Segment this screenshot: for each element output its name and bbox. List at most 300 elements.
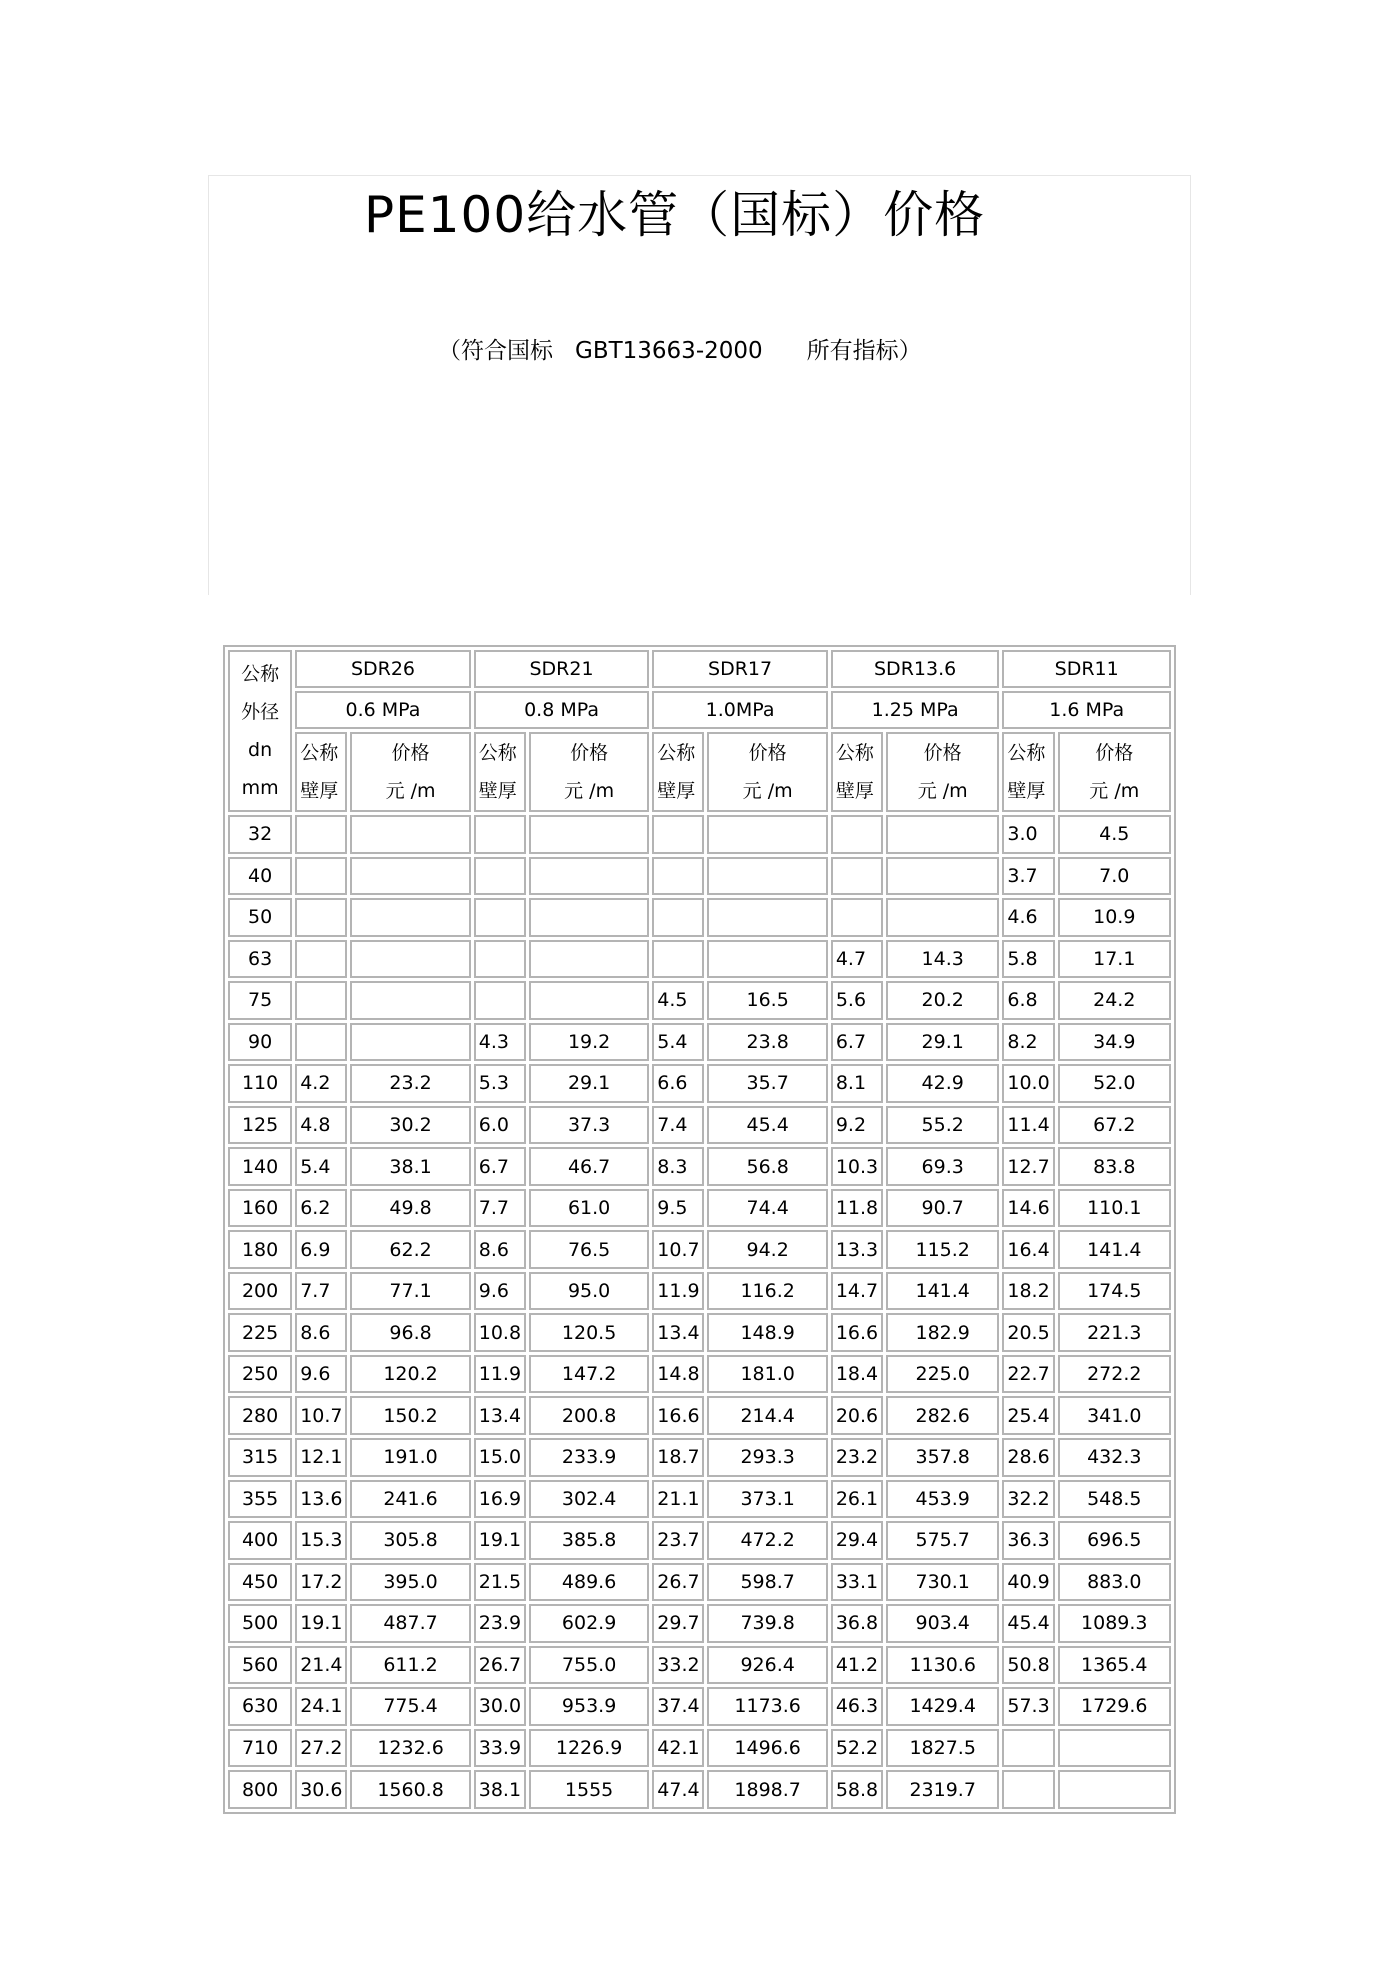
wall-thickness-cell: 19.1 (474, 1521, 526, 1560)
price-cell: 16.5 (707, 981, 827, 1020)
dn-cell: 250 (228, 1355, 292, 1394)
dn-cell: 200 (228, 1272, 292, 1311)
wall-header-line-2: 壁厚 (657, 780, 696, 802)
price-header-line-2: 元 /m (742, 780, 793, 802)
wall-thickness-cell: 5.8 (1002, 940, 1054, 979)
wall-thickness-cell (474, 857, 526, 896)
price-cell: 730.1 (886, 1563, 999, 1602)
wall-thickness-cell (652, 898, 704, 937)
price-cell: 926.4 (707, 1646, 827, 1685)
price-cell: 23.2 (350, 1064, 470, 1103)
wall-thickness-cell: 15.0 (474, 1438, 526, 1477)
price-cell: 775.4 (350, 1687, 470, 1726)
wall-thickness-cell: 16.6 (652, 1396, 704, 1435)
pressure-header: 1.25 MPa (831, 691, 1000, 729)
price-cell: 56.8 (707, 1147, 827, 1186)
price-header-line-2: 元 /m (1089, 780, 1140, 802)
price-cell: 90.7 (886, 1189, 999, 1228)
price-cell: 29.1 (886, 1023, 999, 1062)
price-cell: 148.9 (707, 1313, 827, 1352)
price-cell (886, 898, 999, 937)
wall-header-line-2: 壁厚 (478, 780, 517, 802)
sdr-header: SDR26 (295, 650, 471, 688)
table-row (228, 1230, 1171, 1269)
sdr-header: SDR21 (474, 650, 650, 688)
wall-thickness-cell (831, 815, 883, 854)
wall-thickness-cell: 10.3 (831, 1147, 883, 1186)
wall-thickness-cell: 10.7 (652, 1230, 704, 1269)
wall-thickness-cell: 13.4 (474, 1396, 526, 1435)
wall-thickness-cell: 40.9 (1002, 1563, 1054, 1602)
pressure-header: 0.6 MPa (295, 691, 471, 729)
price-cell: 357.8 (886, 1438, 999, 1477)
pressure-header: 1.6 MPa (1002, 691, 1171, 729)
price-header (1058, 732, 1171, 812)
sdr-header: SDR11 (1002, 650, 1171, 688)
price-cell: 1729.6 (1058, 1687, 1171, 1726)
table-row (228, 1313, 1171, 1352)
wall-thickness-cell: 8.6 (474, 1230, 526, 1269)
wall-header-line-2: 壁厚 (835, 780, 874, 802)
wall-thickness-cell: 18.4 (831, 1355, 883, 1394)
dn-cell: 630 (228, 1687, 292, 1726)
wall-thickness-cell: 6.2 (295, 1189, 347, 1228)
price-header-line-1: 价格 (923, 742, 962, 764)
price-cell: 739.8 (707, 1604, 827, 1643)
wall-thickness-cell: 16.9 (474, 1480, 526, 1519)
dn-cell: 400 (228, 1521, 292, 1560)
price-cell: 174.5 (1058, 1272, 1171, 1311)
wall-thickness-cell: 25.4 (1002, 1396, 1054, 1435)
price-cell: 385.8 (529, 1521, 649, 1560)
price-cell (350, 1023, 470, 1062)
dn-cell: 450 (228, 1563, 292, 1602)
price-cell: 69.3 (886, 1147, 999, 1186)
pressure-header: 0.8 MPa (474, 691, 650, 729)
dn-header-line: 外径 (241, 701, 280, 723)
wall-thickness-cell (295, 1023, 347, 1062)
price-cell: 181.0 (707, 1355, 827, 1394)
price-cell: 233.9 (529, 1438, 649, 1477)
dn-header-line: 公称 (241, 663, 280, 685)
price-cell: 191.0 (350, 1438, 470, 1477)
wall-thickness-cell: 18.7 (652, 1438, 704, 1477)
price-cell: 23.8 (707, 1023, 827, 1062)
wall-thickness-cell: 11.8 (831, 1189, 883, 1228)
wall-thickness-cell: 24.1 (295, 1687, 347, 1726)
wall-thickness-cell: 36.3 (1002, 1521, 1054, 1560)
price-cell: 96.8 (350, 1313, 470, 1352)
dn-cell: 125 (228, 1106, 292, 1145)
dn-cell: 75 (228, 981, 292, 1020)
price-cell (529, 857, 649, 896)
wall-thickness-cell: 13.3 (831, 1230, 883, 1269)
price-cell: 150.2 (350, 1396, 470, 1435)
price-cell (886, 815, 999, 854)
wall-thickness-cell: 23.9 (474, 1604, 526, 1643)
price-cell: 282.6 (886, 1396, 999, 1435)
wall-thickness-cell: 4.3 (474, 1023, 526, 1062)
price-cell: 395.0 (350, 1563, 470, 1602)
subtitle-part-3: 所有指标） (806, 338, 922, 364)
price-cell: 55.2 (886, 1106, 999, 1145)
wall-thickness-cell: 58.8 (831, 1770, 883, 1809)
price-cell: 293.3 (707, 1438, 827, 1477)
price-header-line-1: 价格 (1095, 742, 1134, 764)
price-cell: 1898.7 (707, 1770, 827, 1809)
wall-header-line-2: 壁厚 (1007, 780, 1046, 802)
price-cell: 903.4 (886, 1604, 999, 1643)
table-row (228, 1729, 1171, 1768)
dn-cell: 32 (228, 815, 292, 854)
wall-thickness-cell: 33.2 (652, 1646, 704, 1685)
wall-thickness-cell: 26.1 (831, 1480, 883, 1519)
price-cell: 755.0 (529, 1646, 649, 1685)
price-cell: 953.9 (529, 1687, 649, 1726)
wall-thickness-cell: 20.5 (1002, 1313, 1054, 1352)
table-row (228, 1687, 1171, 1726)
price-cell: 14.3 (886, 940, 999, 979)
header-row-columns (228, 732, 1171, 812)
wall-thickness-cell: 14.6 (1002, 1189, 1054, 1228)
price-cell: 200.8 (529, 1396, 649, 1435)
table-row (228, 1147, 1171, 1186)
wall-thickness-cell: 8.3 (652, 1147, 704, 1186)
dn-cell: 280 (228, 1396, 292, 1435)
wall-thickness-cell: 20.6 (831, 1396, 883, 1435)
subtitle-standard: GBT13663-2000 (575, 338, 763, 364)
price-cell: 74.4 (707, 1189, 827, 1228)
table-row (228, 1770, 1171, 1809)
wall-thickness-cell (652, 815, 704, 854)
wall-thickness-cell (474, 940, 526, 979)
price-cell: 305.8 (350, 1521, 470, 1560)
wall-header-line-1: 公称 (478, 742, 517, 764)
price-cell: 1429.4 (886, 1687, 999, 1726)
wall-thickness-cell: 15.3 (295, 1521, 347, 1560)
dn-cell: 40 (228, 857, 292, 896)
wall-thickness-cell (295, 857, 347, 896)
price-cell: 182.9 (886, 1313, 999, 1352)
price-cell: 94.2 (707, 1230, 827, 1269)
table-row (228, 1604, 1171, 1643)
dn-cell: 90 (228, 1023, 292, 1062)
wall-header-line-1: 公称 (300, 742, 339, 764)
wall-thickness-cell: 8.6 (295, 1313, 347, 1352)
price-cell: 2319.7 (886, 1770, 999, 1809)
price-cell: 67.2 (1058, 1106, 1171, 1145)
wall-thickness-cell: 21.1 (652, 1480, 704, 1519)
price-cell: 1089.3 (1058, 1604, 1171, 1643)
wall-thickness-cell: 4.8 (295, 1106, 347, 1145)
price-cell: 1560.8 (350, 1770, 470, 1809)
wall-thickness-cell: 5.4 (652, 1023, 704, 1062)
price-cell: 62.2 (350, 1230, 470, 1269)
table-row (228, 981, 1171, 1020)
price-cell (886, 857, 999, 896)
price-cell (529, 940, 649, 979)
wall-thickness-cell: 12.1 (295, 1438, 347, 1477)
table-row (228, 1563, 1171, 1602)
price-cell: 17.1 (1058, 940, 1171, 979)
price-cell: 35.7 (707, 1064, 827, 1103)
wall-thickness-cell: 13.4 (652, 1313, 704, 1352)
table-row (228, 1064, 1171, 1103)
wall-header-line-1: 公称 (1007, 742, 1046, 764)
dn-cell: 315 (228, 1438, 292, 1477)
wall-thickness-cell: 37.4 (652, 1687, 704, 1726)
wall-thickness-cell: 18.2 (1002, 1272, 1054, 1311)
price-cell: 548.5 (1058, 1480, 1171, 1519)
wall-header-line-2: 壁厚 (300, 780, 339, 802)
wall-thickness-cell (474, 981, 526, 1020)
wall-thickness-cell: 47.4 (652, 1770, 704, 1809)
wall-thickness-header (1002, 732, 1054, 812)
wall-thickness-cell: 9.2 (831, 1106, 883, 1145)
price-cell: 95.0 (529, 1272, 649, 1311)
price-header-line-2: 元 /m (564, 780, 615, 802)
price-cell: 42.9 (886, 1064, 999, 1103)
wall-thickness-cell: 4.5 (652, 981, 704, 1020)
wall-thickness-cell: 10.7 (295, 1396, 347, 1435)
sdr-header: SDR13.6 (831, 650, 1000, 688)
dn-cell: 140 (228, 1147, 292, 1186)
price-cell: 120.2 (350, 1355, 470, 1394)
price-cell: 432.3 (1058, 1438, 1171, 1477)
table-row (228, 940, 1171, 979)
wall-thickness-cell: 13.6 (295, 1480, 347, 1519)
wall-thickness-cell: 52.2 (831, 1729, 883, 1768)
wall-thickness-cell: 3.0 (1002, 815, 1054, 854)
price-cell: 76.5 (529, 1230, 649, 1269)
dn-cell: 355 (228, 1480, 292, 1519)
price-cell: 52.0 (1058, 1064, 1171, 1103)
price-cell: 120.5 (529, 1313, 649, 1352)
price-cell: 487.7 (350, 1604, 470, 1643)
price-cell (350, 981, 470, 1020)
wall-thickness-cell: 28.6 (1002, 1438, 1054, 1477)
price-cell (529, 815, 649, 854)
wall-thickness-cell: 22.7 (1002, 1355, 1054, 1394)
price-cell (350, 815, 470, 854)
wall-thickness-cell: 33.1 (831, 1563, 883, 1602)
table-row (228, 1521, 1171, 1560)
wall-thickness-cell: 9.6 (474, 1272, 526, 1311)
wall-thickness-cell: 5.6 (831, 981, 883, 1020)
price-cell: 45.4 (707, 1106, 827, 1145)
wall-thickness-cell: 14.8 (652, 1355, 704, 1394)
price-header-line-2: 元 /m (385, 780, 436, 802)
dn-cell: 225 (228, 1313, 292, 1352)
price-cell: 38.1 (350, 1147, 470, 1186)
header-row-pressure (228, 691, 1171, 729)
price-cell: 29.1 (529, 1064, 649, 1103)
wall-thickness-cell: 23.2 (831, 1438, 883, 1477)
table-row (228, 1480, 1171, 1519)
price-cell: 1226.9 (529, 1729, 649, 1768)
price-cell (350, 898, 470, 937)
wall-thickness-cell: 45.4 (1002, 1604, 1054, 1643)
price-cell: 49.8 (350, 1189, 470, 1228)
wall-thickness-cell: 7.7 (474, 1189, 526, 1228)
dn-header-cell (228, 650, 292, 812)
dn-cell: 110 (228, 1064, 292, 1103)
dn-cell: 500 (228, 1604, 292, 1643)
wall-thickness-cell: 33.9 (474, 1729, 526, 1768)
wall-thickness-cell: 11.9 (652, 1272, 704, 1311)
price-cell: 883.0 (1058, 1563, 1171, 1602)
price-cell: 61.0 (529, 1189, 649, 1228)
wall-thickness-cell: 41.2 (831, 1646, 883, 1685)
wall-thickness-cell (831, 857, 883, 896)
price-cell: 1496.6 (707, 1729, 827, 1768)
dn-header-line: mm (241, 777, 279, 799)
header-row-sdr (228, 650, 1171, 688)
wall-thickness-cell: 5.4 (295, 1147, 347, 1186)
pressure-header: 1.0MPa (652, 691, 828, 729)
price-cell: 24.2 (1058, 981, 1171, 1020)
wall-thickness-cell (474, 815, 526, 854)
page-subtitle (438, 334, 922, 368)
wall-thickness-cell: 16.6 (831, 1313, 883, 1352)
wall-thickness-cell (295, 898, 347, 937)
wall-thickness-cell: 17.2 (295, 1563, 347, 1602)
price-cell: 221.3 (1058, 1313, 1171, 1352)
price-cell: 110.1 (1058, 1189, 1171, 1228)
wall-thickness-cell: 9.6 (295, 1355, 347, 1394)
price-cell: 453.9 (886, 1480, 999, 1519)
price-table-wrap (223, 645, 1176, 1814)
price-cell: 611.2 (350, 1646, 470, 1685)
dn-cell: 710 (228, 1729, 292, 1768)
wall-thickness-cell: 27.2 (295, 1729, 347, 1768)
price-header (707, 732, 827, 812)
price-cell: 602.9 (529, 1604, 649, 1643)
wall-thickness-cell: 32.2 (1002, 1480, 1054, 1519)
table-row (228, 1646, 1171, 1685)
wall-thickness-cell: 36.8 (831, 1604, 883, 1643)
wall-thickness-cell: 30.0 (474, 1687, 526, 1726)
wall-thickness-cell: 30.6 (295, 1770, 347, 1809)
wall-thickness-cell: 6.7 (831, 1023, 883, 1062)
price-cell: 272.2 (1058, 1355, 1171, 1394)
price-cell: 20.2 (886, 981, 999, 1020)
wall-thickness-cell: 11.9 (474, 1355, 526, 1394)
price-header-line-1: 价格 (748, 742, 787, 764)
price-cell: 141.4 (1058, 1230, 1171, 1269)
price-cell: 1173.6 (707, 1687, 827, 1726)
price-cell: 696.5 (1058, 1521, 1171, 1560)
wall-thickness-cell: 6.9 (295, 1230, 347, 1269)
wall-thickness-cell: 10.0 (1002, 1064, 1054, 1103)
wall-thickness-cell (1002, 1770, 1054, 1809)
price-cell: 10.9 (1058, 898, 1171, 937)
wall-thickness-cell (1002, 1729, 1054, 1768)
price-cell: 30.2 (350, 1106, 470, 1145)
price-cell: 241.6 (350, 1480, 470, 1519)
price-cell: 1827.5 (886, 1729, 999, 1768)
wall-thickness-header (295, 732, 347, 812)
wall-thickness-cell: 10.8 (474, 1313, 526, 1352)
wall-thickness-cell (295, 815, 347, 854)
price-header (529, 732, 649, 812)
wall-thickness-cell: 26.7 (474, 1646, 526, 1685)
price-cell: 1365.4 (1058, 1646, 1171, 1685)
table-row (228, 857, 1171, 896)
wall-thickness-cell: 8.2 (1002, 1023, 1054, 1062)
wall-thickness-cell: 7.7 (295, 1272, 347, 1311)
wall-thickness-cell: 9.5 (652, 1189, 704, 1228)
table-row (228, 1396, 1171, 1435)
price-cell: 598.7 (707, 1563, 827, 1602)
price-cell: 575.7 (886, 1521, 999, 1560)
price-cell: 77.1 (350, 1272, 470, 1311)
wall-thickness-cell: 6.6 (652, 1064, 704, 1103)
price-cell (529, 981, 649, 1020)
price-cell: 225.0 (886, 1355, 999, 1394)
table-row (228, 1355, 1171, 1394)
price-cell: 37.3 (529, 1106, 649, 1145)
price-cell (350, 940, 470, 979)
price-header-line-1: 价格 (391, 742, 430, 764)
price-cell (707, 857, 827, 896)
wall-thickness-cell: 5.3 (474, 1064, 526, 1103)
price-header-line-2: 元 /m (917, 780, 968, 802)
table-row (228, 1023, 1171, 1062)
wall-thickness-cell: 42.1 (652, 1729, 704, 1768)
price-header (350, 732, 470, 812)
wall-thickness-cell: 4.2 (295, 1064, 347, 1103)
price-cell (1058, 1770, 1171, 1809)
dn-cell: 180 (228, 1230, 292, 1269)
price-table (223, 645, 1176, 1814)
wall-header-line-1: 公称 (657, 742, 696, 764)
wall-thickness-cell: 57.3 (1002, 1687, 1054, 1726)
price-cell: 1130.6 (886, 1646, 999, 1685)
price-cell (707, 815, 827, 854)
price-cell: 302.4 (529, 1480, 649, 1519)
wall-thickness-cell: 19.1 (295, 1604, 347, 1643)
wall-thickness-cell: 3.7 (1002, 857, 1054, 896)
dn-cell: 560 (228, 1646, 292, 1685)
wall-thickness-header (652, 732, 704, 812)
table-row (228, 898, 1171, 937)
wall-thickness-cell: 4.6 (1002, 898, 1054, 937)
wall-thickness-cell: 12.7 (1002, 1147, 1054, 1186)
dn-cell: 63 (228, 940, 292, 979)
table-row (228, 815, 1171, 854)
price-header-line-1: 价格 (570, 742, 609, 764)
price-cell: 147.2 (529, 1355, 649, 1394)
price-cell: 141.4 (886, 1272, 999, 1311)
price-cell: 34.9 (1058, 1023, 1171, 1062)
price-cell: 373.1 (707, 1480, 827, 1519)
table-row (228, 1272, 1171, 1311)
wall-thickness-header (831, 732, 883, 812)
price-cell: 19.2 (529, 1023, 649, 1062)
sdr-header: SDR17 (652, 650, 828, 688)
dn-cell: 160 (228, 1189, 292, 1228)
dn-cell: 50 (228, 898, 292, 937)
wall-thickness-cell (474, 898, 526, 937)
price-cell: 46.7 (529, 1147, 649, 1186)
wall-header-line-1: 公称 (835, 742, 874, 764)
price-cell: 214.4 (707, 1396, 827, 1435)
wall-thickness-cell: 21.5 (474, 1563, 526, 1602)
price-cell (1058, 1729, 1171, 1768)
wall-thickness-cell: 11.4 (1002, 1106, 1054, 1145)
table-row (228, 1189, 1171, 1228)
